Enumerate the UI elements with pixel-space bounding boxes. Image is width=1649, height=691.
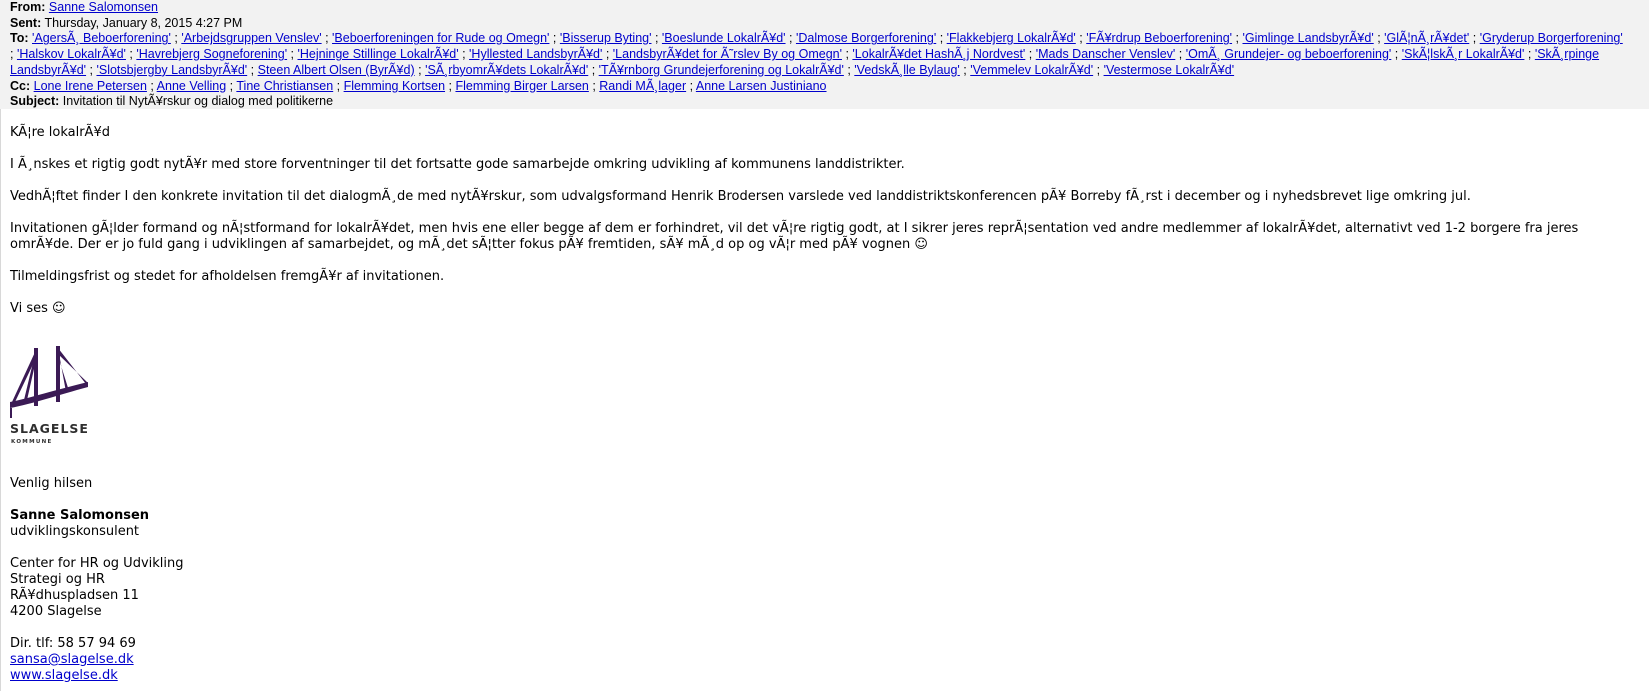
recipient-separator: ; <box>588 62 599 77</box>
recipient-separator: ; <box>445 78 456 93</box>
to-recipient-link[interactable]: 'Beboerforeningen for Rude og Omegn' <box>332 31 550 46</box>
logo-wordmark: SLAGELSE <box>10 421 89 436</box>
to-recipient-link[interactable]: 'Boeslunde LokalrÃ¥d' <box>661 31 786 46</box>
recipient-separator: ; <box>936 31 947 46</box>
to-recipient-link[interactable]: 'FÃ¥rdrup Beboerforening' <box>1086 31 1233 46</box>
recipient-separator: ; <box>1175 47 1186 62</box>
email-link[interactable]: sansa@slagelse.dk <box>10 652 134 667</box>
from-sender-link[interactable]: Sanne Salomonsen <box>48 0 159 14</box>
to-recipient-link[interactable]: 'Slotsbjergby LandsbyrÃ¥d' <box>96 62 248 77</box>
recipient-separator: ; <box>1469 31 1480 46</box>
to-recipient-link[interactable]: 'LokalrÃ¥det HashÃ¸j Nordvest' <box>852 47 1026 62</box>
to-recipient-link[interactable]: 'TÃ¥rnborg Grundejerforening og LokalrÃ¥d' <box>598 62 844 77</box>
to-recipient-link[interactable]: 'Gimlinge LandsbyrÃ¥d' <box>1242 31 1374 46</box>
to-row <box>10 31 1625 78</box>
signature-name: Sanne Salomonsen <box>10 508 150 523</box>
to-recipient-link[interactable]: 'Halskov LokalrÃ¥d' <box>16 47 126 62</box>
to-recipient-link[interactable]: 'Mads Danscher Venslev' <box>1035 47 1176 62</box>
subject-text: Invitation til NytÃ¥rskur og dialog med politikerne <box>62 94 334 109</box>
recipient-separator: ; <box>414 62 426 77</box>
signature-street: RÃ¥dhuspladsen 11 <box>10 588 139 603</box>
to-recipient-link[interactable]: 'Havrebjerg Sogneforening' <box>136 47 288 62</box>
email-header <box>0 0 1649 109</box>
cc-row <box>10 79 1625 95</box>
to-recipient-list <box>10 31 1623 76</box>
greeting: KÃ¦re lokalrÃ¥d <box>10 125 110 140</box>
slagelse-logo <box>10 346 100 450</box>
recipient-separator: ; <box>333 78 344 93</box>
paragraph-see-you: Vi ses ☺ <box>10 301 66 316</box>
recipient-separator: ; <box>1232 31 1243 46</box>
recipient-separator: ; <box>1093 62 1104 77</box>
recipient-separator: ; <box>549 31 560 46</box>
recipient-separator: ; <box>86 62 97 77</box>
recipient-separator: ; <box>170 31 182 46</box>
signature-title: udviklingskonsulent <box>10 524 140 539</box>
sent-label: Sent: <box>10 15 42 30</box>
to-recipient-link[interactable]: 'LandsbyrÃ¥det for Ã˜rslev By og Omegn' <box>612 47 842 62</box>
to-recipient-link[interactable]: 'Hejninge Stillinge LokalrÃ¥d' <box>297 47 459 62</box>
signature-department: Strategi og HR <box>10 572 105 587</box>
signature-phone: Dir. tlf: 58 57 94 69 <box>10 636 136 651</box>
signature-block <box>10 476 610 684</box>
paragraph-invitation: Invitationen gÃ¦lder formand og nÃ¦stformand for lokalrÃ¥det, men hvis ene eller begge af dem er forhindret, vil det vÃ¦re rigtig godt, at I sikrer jeres reprÃ¦sentation ved andre medlemmer af lokalrÃ¥det, alternativt ved 1-2 borgere fra jeres omrÃ¥de. Der er jo fuld gang i udviklingen af samarbejdet, og mÃ¸det sÃ¦tter fokus pÃ¥ fremtiden, sÃ¥ mÃ¸d op og vÃ¦r med pÃ¥ vognen ☺ <box>10 221 1579 252</box>
recipient-separator: ; <box>458 47 470 62</box>
cc-recipient-link[interactable]: Tine Christiansen <box>236 78 334 93</box>
recipient-separator: ; <box>226 78 237 93</box>
recipient-separator: ; <box>1524 47 1535 62</box>
paragraph-new-year: I Ã¸nskes et rigtig godt nytÃ¥r med store forventninger til det fortsatte gode samarbejde omkring udvikling af kommunens landdistrikter. <box>10 157 905 172</box>
to-label: To: <box>10 31 29 46</box>
signature-org: Center for HR og Udvikling <box>10 556 184 571</box>
to-recipient-link[interactable]: 'SÃ¸rbyomrÃ¥dets LokalrÃ¥d' <box>425 62 589 77</box>
recipient-separator: ; <box>686 78 696 93</box>
recipient-separator: ; <box>247 62 258 77</box>
email-body <box>10 125 1640 317</box>
recipient-separator: ; <box>321 31 333 46</box>
recipient-separator: ; <box>125 47 137 62</box>
recipient-separator: ; <box>785 31 796 46</box>
cc-recipient-link[interactable]: Flemming Birger Larsen <box>455 78 589 93</box>
to-recipient-link[interactable]: 'SkÃ¦lskÃ¸r LokalrÃ¥d' <box>1401 47 1525 62</box>
to-recipient-link[interactable]: 'GlÃ¦nÃ¸rÃ¥det' <box>1384 31 1470 46</box>
to-recipient-link[interactable]: 'OmÃ¸ Grundejer- og beboerforening' <box>1185 47 1392 62</box>
to-recipient-link[interactable]: 'SkÃ¸rpinge LandsbyrÃ¥d' <box>10 47 1600 77</box>
recipient-separator: ; <box>287 47 298 62</box>
to-recipient-link[interactable]: 'AgersÃ¸ Beboerforening' <box>32 31 171 46</box>
bridge-icon <box>10 346 90 418</box>
recipient-separator: ; <box>651 31 662 46</box>
cc-recipient-link[interactable]: Flemming Kortsen <box>343 78 446 93</box>
to-recipient-link[interactable]: 'Gryderup Borgerforening' <box>1479 31 1623 46</box>
from-label: From: <box>10 0 46 14</box>
to-recipient-link[interactable]: 'VedskÃ¸lle Bylaug' <box>854 62 960 77</box>
recipient-separator: ; <box>843 62 855 77</box>
recipient-separator: ; <box>959 62 971 77</box>
to-recipient-link[interactable]: 'Dalmose Borgerforening' <box>795 31 937 46</box>
subject-label: Subject: <box>10 94 60 109</box>
subject-row <box>10 94 1625 110</box>
paragraph-deadline: Tilmeldingsfrist og stedet for afholdelsen fremgÃ¥r af invitationen. <box>10 269 445 284</box>
cc-recipient-list <box>34 79 827 93</box>
to-recipient-link[interactable]: 'Vemmelev LokalrÃ¥d' <box>970 62 1094 77</box>
from-row <box>10 0 1625 16</box>
paragraph-attachment: VedhÃ¦ftet finder I den konkrete invitation til det dialogmÃ¸de med nytÃ¥rskur, som udvalgsformand Henrik Brodersen varslede ved landdistriktskonferencen pÃ¥ Borreby fÃ¸rst i december og i nyhedsbrevet lige omkring jul. <box>10 189 1471 204</box>
recipient-separator: ; <box>588 78 600 93</box>
to-recipient-link[interactable]: 'Vestermose LokalrÃ¥d' <box>1103 62 1235 77</box>
cc-label: Cc: <box>10 78 31 93</box>
recipient-separator: ; <box>146 78 157 93</box>
to-recipient-link[interactable]: 'Flakkebjerg LokalrÃ¥d' <box>946 31 1076 46</box>
cc-recipient-link[interactable]: Lone Irene Petersen <box>33 78 147 93</box>
cc-recipient-link[interactable]: Randi MÃ¸lager <box>599 78 687 93</box>
to-recipient-link[interactable]: 'Hyllested LandsbyrÃ¥d' <box>469 47 603 62</box>
recipient-separator: ; <box>1373 31 1385 46</box>
recipient-separator: ; <box>1391 47 1402 62</box>
signature-city: 4200 Slagelse <box>10 604 102 619</box>
website-link[interactable]: www.slagelse.dk <box>10 668 118 683</box>
cc-recipient-link[interactable]: Anne Velling <box>156 78 227 93</box>
recipient-separator: ; <box>841 47 853 62</box>
to-recipient-link[interactable]: Steen Albert Olsen (ByrÃ¥d) <box>257 62 415 77</box>
to-recipient-link[interactable]: 'Arbejdsgruppen Venslev' <box>181 31 322 46</box>
recipient-separator: ; <box>10 47 17 62</box>
sent-row <box>10 16 1625 32</box>
logo-subtitle: KOMMUNE <box>11 439 53 445</box>
closing: Venlig hilsen <box>10 476 93 491</box>
cc-recipient-link[interactable]: Anne Larsen Justiniano <box>695 78 827 93</box>
recipient-separator: ; <box>1025 47 1036 62</box>
sent-date: Thursday, January 8, 2015 4:27 PM <box>44 15 243 30</box>
recipient-separator: ; <box>1075 31 1087 46</box>
recipient-separator: ; <box>602 47 613 62</box>
to-recipient-link[interactable]: 'Bisserup Byting' <box>559 31 652 46</box>
